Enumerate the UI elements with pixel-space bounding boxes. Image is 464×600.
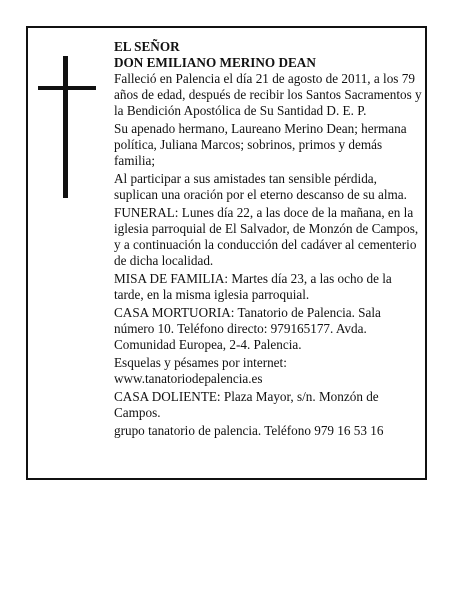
family-mourners: Su apenado hermano, Laureano Merino Dean; hermana política, Juliana Marcos; sobrinos, primos y demás familia; bbox=[114, 121, 407, 168]
prayer-request: Al participar a sus amistades tan sensible pérdida, suplican una oración por el eterno descanso de su alma. bbox=[114, 171, 407, 202]
funeral-home-details: CASA MORTUORIA: Tanatorio de Palencia. Sala número 10. Teléfono directo: 979165177. Avda. Comunidad Europea, 2-4. Palencia. bbox=[114, 305, 381, 352]
notice-title-line-1: EL SEÑOR bbox=[114, 39, 180, 54]
family-mass-details: MISA DE FAMILIA: Martes día 23, a las ocho de la tarde, en la misma iglesia parroquial. bbox=[114, 271, 392, 302]
funeral-details: FUNERAL: Lunes día 22, a las doce de la mañana, en la iglesia parroquial de El Salvador, de Monzón de Campos, y a continuación la conducción del cadáver al cementerio de dicha localidad. bbox=[114, 205, 419, 268]
obituary-notice bbox=[26, 26, 427, 480]
cross-icon bbox=[38, 56, 96, 198]
funeral-group-phone: grupo tanatorio de palencia. Teléfono 979 16 53 16 bbox=[114, 423, 384, 438]
family-home-address: CASA DOLIENTE: Plaza Mayor, s/n. Monzón de Campos. bbox=[114, 389, 379, 420]
cross-horizontal-bar bbox=[38, 86, 96, 90]
cross-vertical-bar bbox=[63, 56, 68, 198]
death-announcement: Falleció en Palencia el día 21 de agosto de 2011, a los 79 años de edad, después de recibir los Santos Sacramentos y la Bendición Apostólica de Su Santidad D. E. P. bbox=[114, 71, 422, 118]
online-condolences: Esquelas y pésames por internet: www.tanatoriodepalencia.es bbox=[114, 355, 287, 386]
notice-title-line-2: DON EMILIANO MERINO DEAN bbox=[114, 55, 316, 70]
notice-text bbox=[114, 39, 422, 441]
